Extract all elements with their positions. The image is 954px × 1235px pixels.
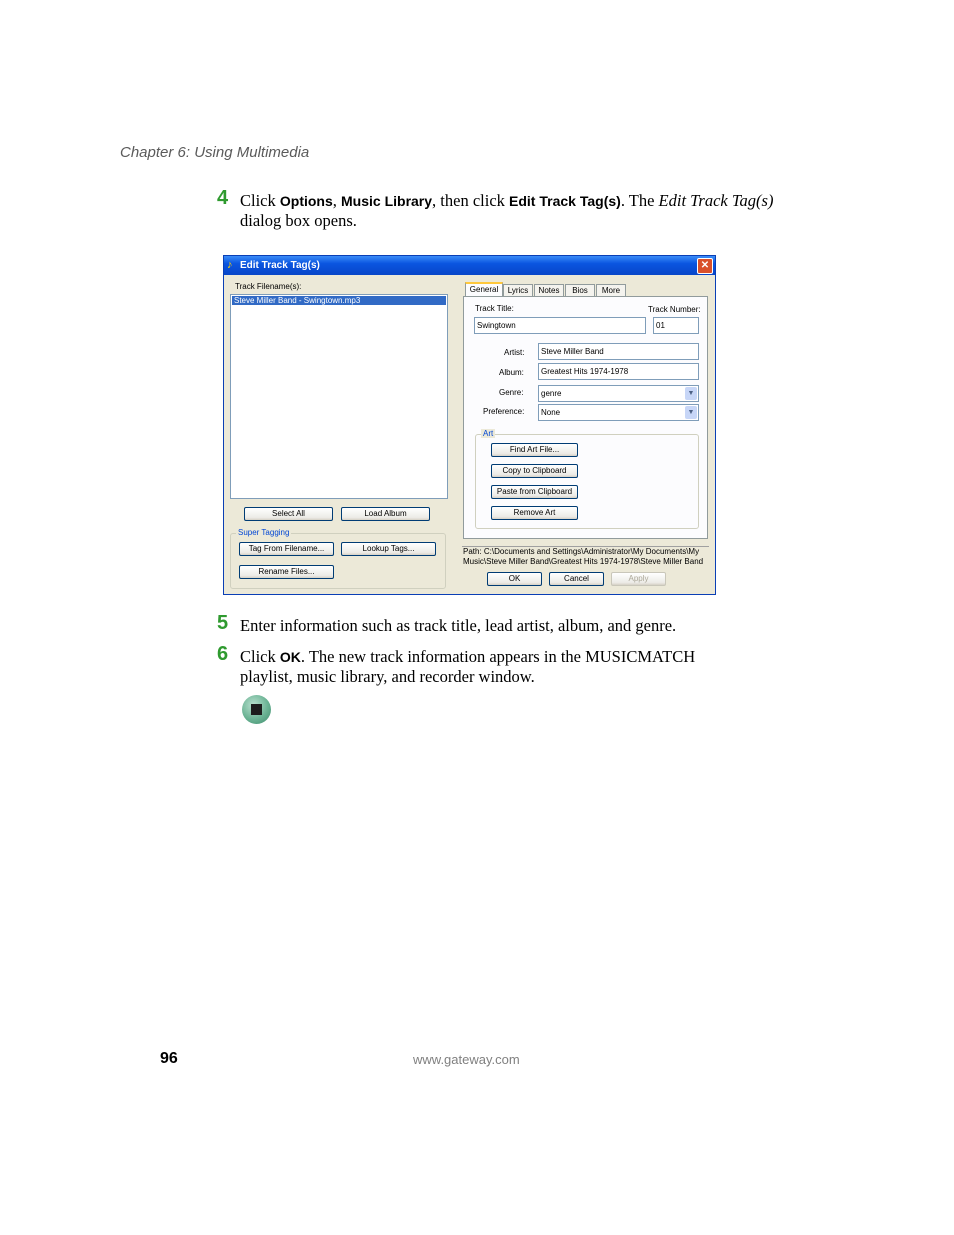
menu-edit-track-tags: Edit Track Tag(s) <box>509 193 621 209</box>
apply-button[interactable]: Apply <box>611 572 666 586</box>
select-all-button[interactable]: Select All <box>244 507 333 521</box>
tab-lyrics[interactable]: Lyrics <box>503 284 533 297</box>
copy-to-clipboard-button[interactable]: Copy to Clipboard <box>491 464 578 478</box>
paste-from-clipboard-button[interactable]: Paste from Clipboard <box>491 485 578 499</box>
chevron-down-icon[interactable]: ▼ <box>685 387 697 400</box>
close-button[interactable]: ✕ <box>697 258 713 274</box>
stop-icon <box>242 695 271 724</box>
step-6-text <box>240 647 750 686</box>
rename-files-button[interactable]: Rename Files... <box>239 565 334 579</box>
album-input[interactable]: Greatest Hits 1974-1978 <box>538 363 699 380</box>
ok-button[interactable]: OK <box>487 572 542 586</box>
track-filenames-label: Track Filename(s): <box>235 282 302 291</box>
genre-value: genre <box>541 389 562 398</box>
track-title-input[interactable]: Swingtown <box>474 317 646 334</box>
step-text: , then click <box>432 191 505 210</box>
tab-more[interactable]: More <box>596 284 626 297</box>
step-text: Click <box>240 647 276 666</box>
cancel-button[interactable]: Cancel <box>549 572 604 586</box>
tab-bios[interactable]: Bios <box>565 284 595 297</box>
step-5-text: Enter information such as track title, lead artist, album, and genre. <box>240 616 677 635</box>
path-display <box>462 546 709 567</box>
comma: , <box>332 191 337 210</box>
preference-label: Preference: <box>483 407 525 416</box>
load-album-button[interactable]: Load Album <box>341 507 430 521</box>
step-text: Click <box>240 191 276 210</box>
step-number: 6 <box>217 643 229 665</box>
list-item[interactable]: Steve Miller Band - Swingtown.mp3 <box>232 296 446 305</box>
path-line: Path: C:\Documents and Settings\Administrator\My Documents\My <box>463 547 700 556</box>
chapter-header: Chapter 6: Using Multimedia <box>120 144 310 161</box>
art-label: Art <box>483 429 494 438</box>
app-icon: ♪ <box>227 259 233 271</box>
step-number: 4 <box>217 187 229 209</box>
track-filenames-list[interactable] <box>230 294 448 499</box>
dialog-titlebar <box>224 256 715 275</box>
step-number: 5 <box>217 612 229 634</box>
dialog-name: Edit Track Tag(s) <box>658 191 774 210</box>
preference-select[interactable] <box>538 404 699 421</box>
album-label: Album: <box>499 368 524 377</box>
step-text: . The new track information appears in the MUSICMATCH playlist, music library, and recorder window. <box>240 647 696 686</box>
track-title-label: Track Title: <box>475 304 514 313</box>
footer-url: www.gateway.com <box>413 1052 520 1067</box>
tab-notes[interactable]: Notes <box>534 284 564 297</box>
ok-reference: OK <box>279 649 301 665</box>
path-line: Music\Steve Miller Band\Greatest Hits 1974-1978\Steve Miller Band <box>463 556 704 566</box>
lookup-tags-button[interactable]: Lookup Tags... <box>341 542 436 556</box>
menu-music-library: Music Library <box>341 193 433 209</box>
tag-from-filename-button[interactable]: Tag From Filename... <box>239 542 334 556</box>
artist-input[interactable]: Steve Miller Band <box>538 343 699 360</box>
step-text: dialog box opens. <box>240 211 357 230</box>
artist-label: Artist: <box>504 348 525 357</box>
tab-general[interactable]: General <box>465 282 503 297</box>
genre-label: Genre: <box>499 388 524 397</box>
menu-options: Options <box>279 193 333 209</box>
preference-value: None <box>541 408 561 417</box>
step-text: . The <box>620 191 655 210</box>
edit-track-tags-dialog <box>223 255 716 595</box>
chevron-down-icon[interactable]: ▼ <box>685 406 697 419</box>
step-4-text <box>240 191 800 230</box>
find-art-file-button[interactable]: Find Art File... <box>491 443 578 457</box>
dialog-title: Edit Track Tag(s) <box>240 260 320 271</box>
track-number-input[interactable]: 01 <box>653 317 699 334</box>
remove-art-button[interactable]: Remove Art <box>491 506 578 520</box>
page-number: 96 <box>160 1050 178 1067</box>
track-number-label: Track Number: <box>648 305 701 314</box>
super-tagging-label: Super Tagging <box>238 528 290 537</box>
genre-select[interactable] <box>538 385 699 402</box>
